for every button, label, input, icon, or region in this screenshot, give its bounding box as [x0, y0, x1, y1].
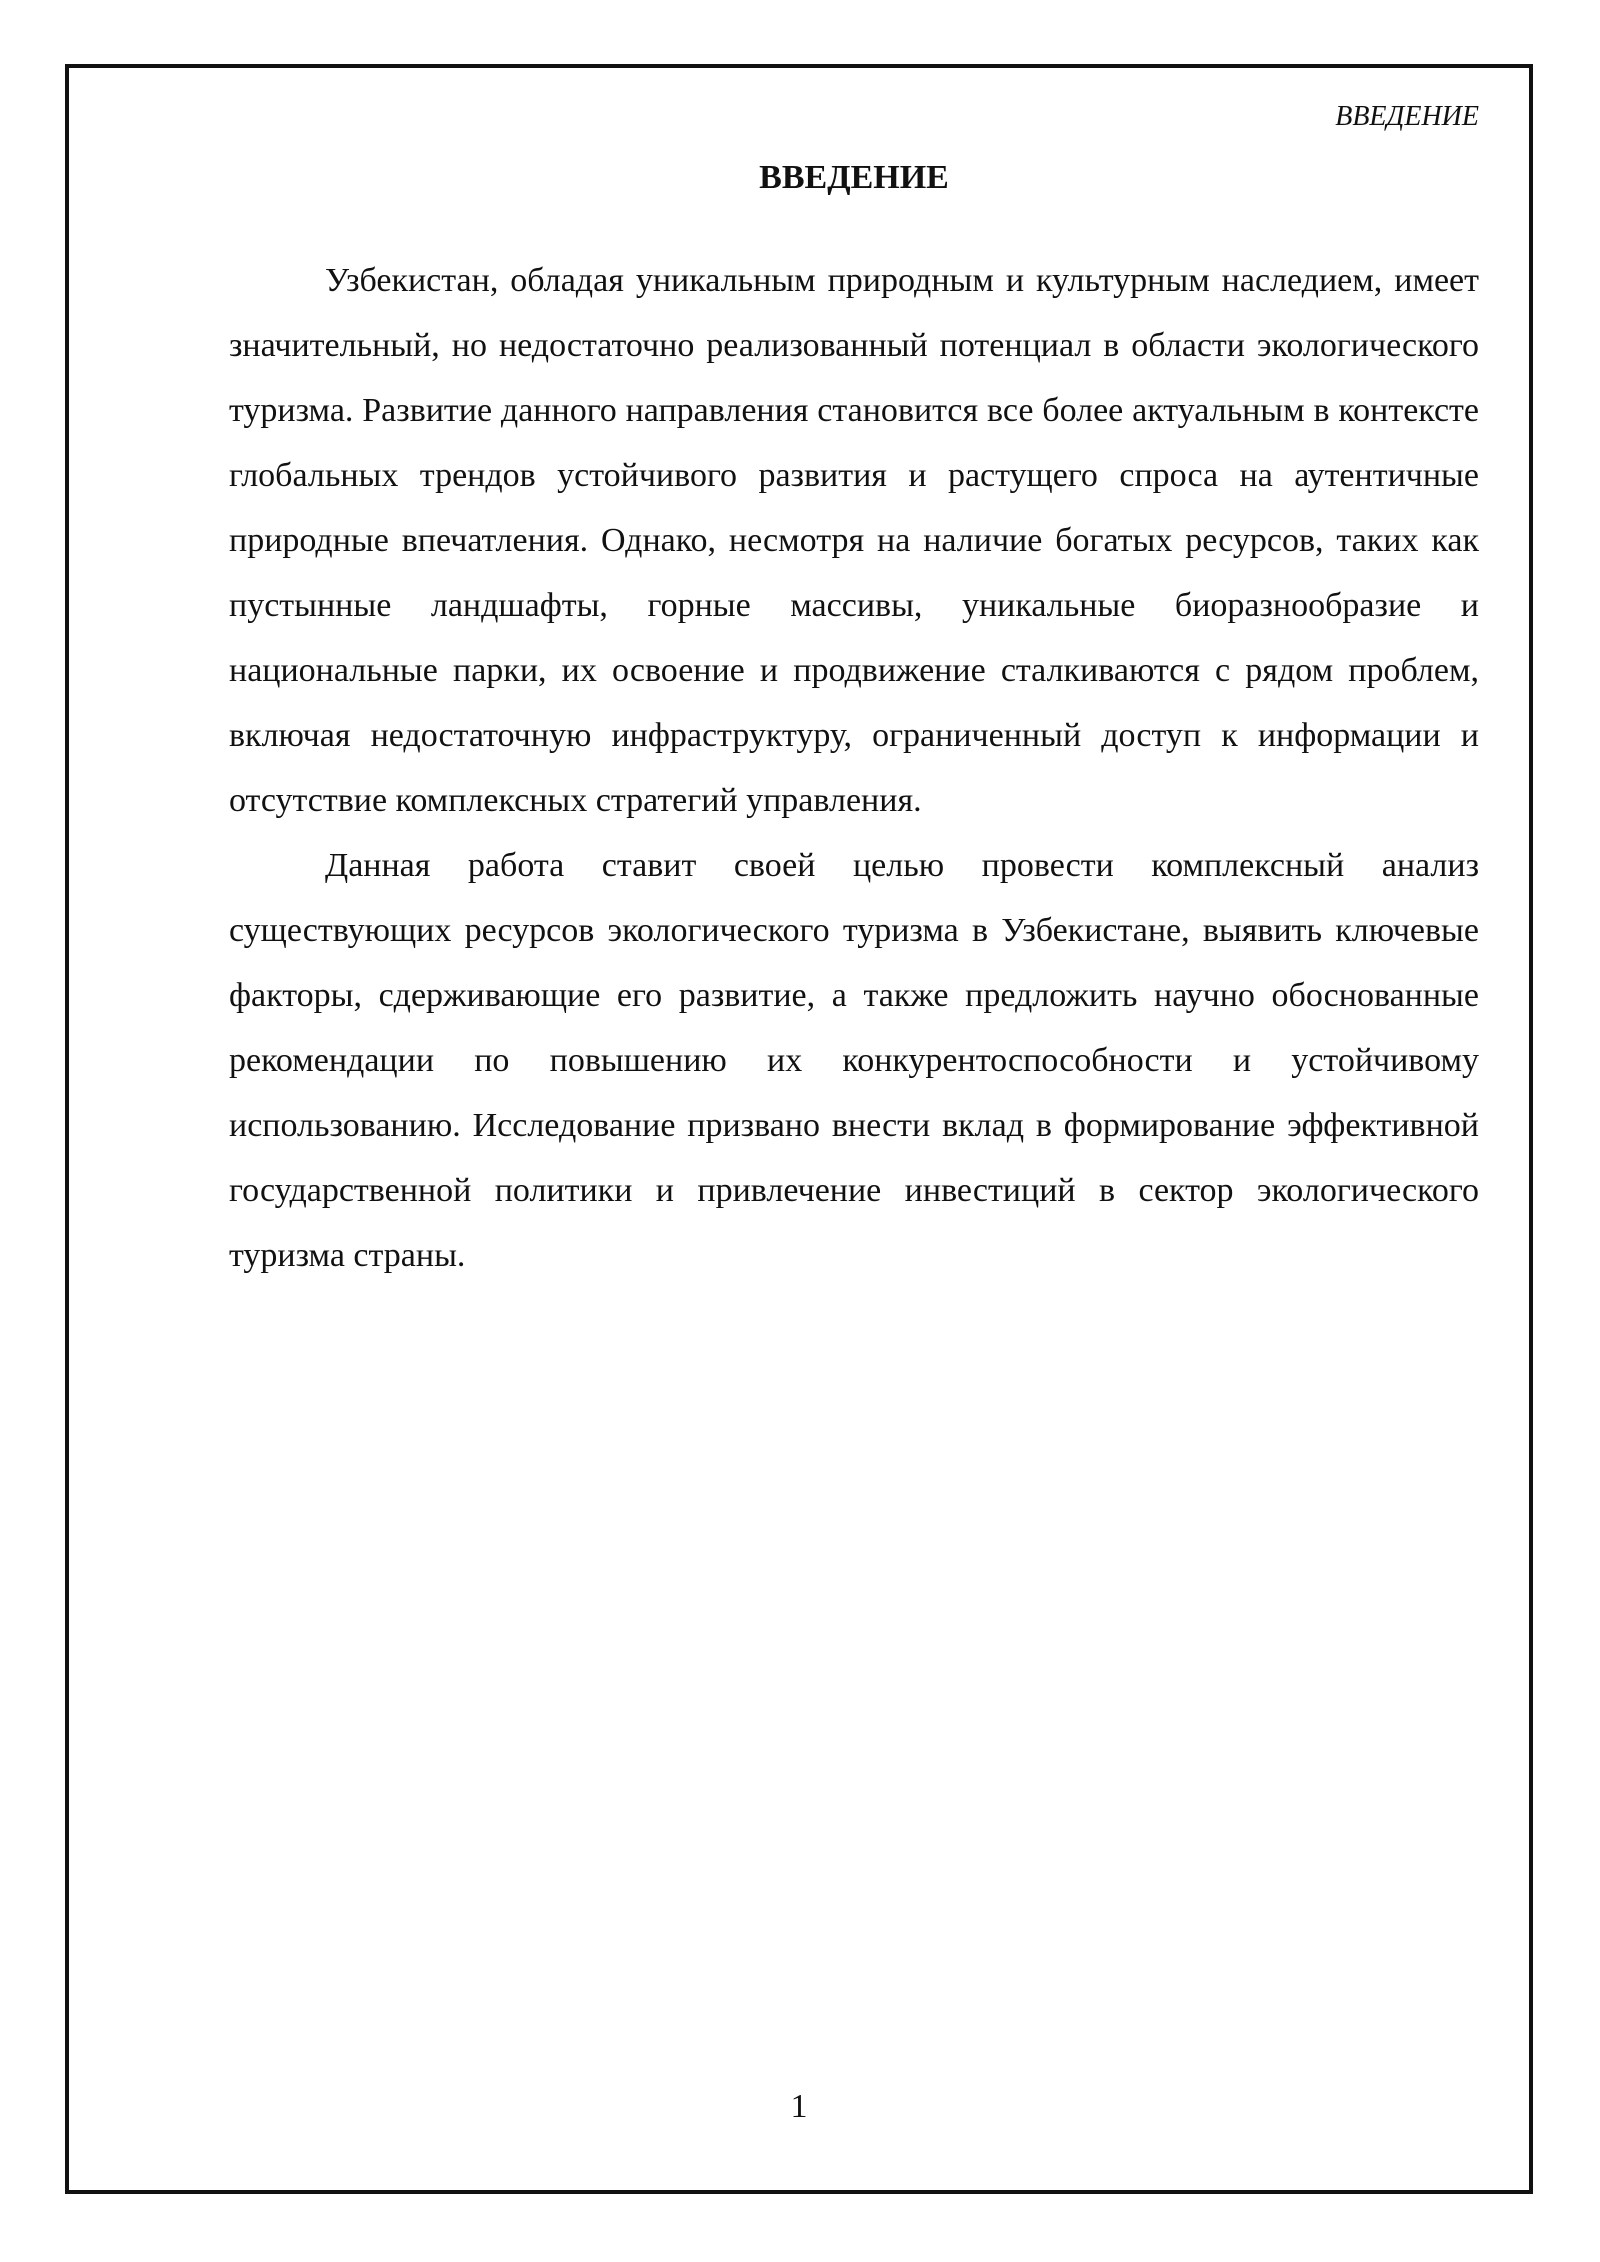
paragraph-2: Данная работа ставит своей целью провести комплексный анализ существующих ресурсов экологического туризма в Узбекистане, выявить ключевые факторы, сдерживающие его развитие, а также предложить научно обоснованные рекомендации по повышению их конкурентоспособности и устойчивому использованию. Исследование призвано внести вклад в формирование эффективной государственной политики и привлечение инвестиций в сектор экологического туризма страны. — [229, 847, 1479, 1274]
page-frame — [65, 64, 1533, 2194]
body-text — [229, 248, 1479, 1288]
page-number: 1 — [790, 2088, 808, 2126]
paragraph-1: Узбекистан, обладая уникальным природным и культурным наследием, имеет значительный, но недостаточно реализованный потенциал в области экологического туризма. Развитие данного направления становится все более актуальным в контексте глобальных трендов устойчивого развития и растущего спроса на аутентичные природные впечатления. Однако, несмотря на наличие богатых ресурсов, таких как пустынные ландшафты, горные массивы, уникальные биоразнообразие и национальные парки, их освоение и продвижение сталкиваются с рядом проблем, включая недостаточную инфраструктуру, ограниченный доступ к информации и отсутствие комплексных стратегий управления. — [229, 262, 1479, 819]
running-header: ВВЕДЕНИЕ — [1335, 101, 1479, 132]
page-title: ВВЕДЕНИЕ — [759, 159, 949, 196]
